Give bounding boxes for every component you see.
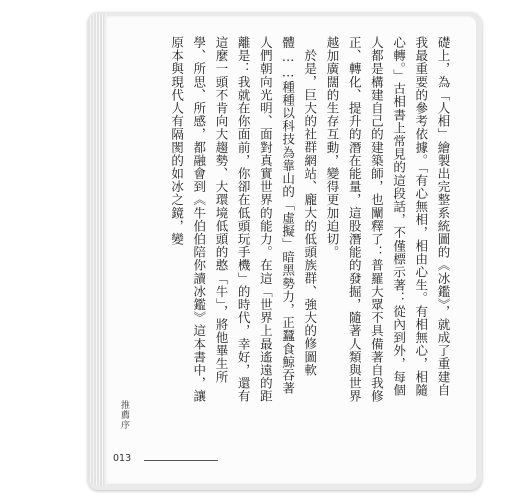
body-text [165,36,454,406]
paragraph: 於是，巨大的社群網站、龐大的低頭族群、強大的修圖軟體……種種以科技為靠山的「虛擬」暗黑勢力，正蠶食鯨吞著人們朝向光明、面對真實世界的能力。在這「世界上最遙遠的距離是：我就在你面前，你卻在低頭玩手機」的時代，幸好，還有這麼一頭不肯向大趨勢、大環境低頭的憨「牛」，將他畢生所學、所思、所感，都融會到《牛伯伯陪你讀冰鑑》這本書中，讓原本與現代人有隔閡的如冰之鏡，變 [169,36,318,403]
book-page [104,16,476,484]
page-number: 013 [113,453,132,464]
footer-rule [144,460,218,461]
section-label: 推薦序 [119,400,129,430]
paragraph: 礎上，為「人相」繪製出完整系統圖的《冰鑑》，就成了重建自我最重要的參考依據。「有心無相，相由心生。有相無心，相隨心轉。」古相書上常見的這段話，不僅標示著：從內到外，每個人都是構建自己的建築師，也闡釋了：普羅大眾不具備著自我修正、轉化、提升的潛在能量，這股潛能的發掘，隨著人類與世界越加廣闊的生存互動，變得更加迫切。 [324,36,451,403]
